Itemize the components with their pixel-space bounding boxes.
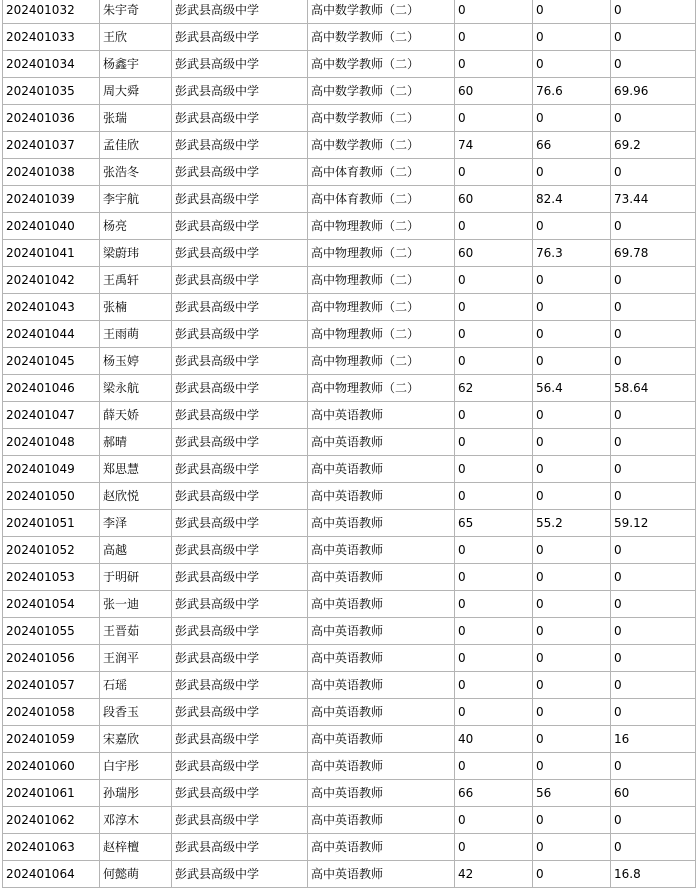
candidate-id-cell: 202401060 — [3, 753, 100, 780]
candidate-id-cell: 202401044 — [3, 321, 100, 348]
table-row — [3, 240, 696, 267]
candidate-id-cell: 202401062 — [3, 807, 100, 834]
school-cell: 彭武县高级中学 — [172, 645, 308, 672]
interview-score-cell: 0 — [533, 753, 611, 780]
candidate-name-cell: 王雨萌 — [100, 321, 172, 348]
written-score-cell: 0 — [455, 834, 533, 861]
total-score-cell: 0 — [611, 591, 696, 618]
interview-score-cell: 0 — [533, 321, 611, 348]
total-score-cell: 0 — [611, 51, 696, 78]
total-score-cell: 59.12 — [611, 510, 696, 537]
position-cell: 高中数学教师（二） — [308, 132, 455, 159]
total-score-cell: 0 — [611, 645, 696, 672]
school-cell: 彭武县高级中学 — [172, 294, 308, 321]
candidate-name-cell: 王润平 — [100, 645, 172, 672]
school-cell: 彭武县高级中学 — [172, 240, 308, 267]
school-cell: 彭武县高级中学 — [172, 483, 308, 510]
candidate-name-cell: 杨鑫宇 — [100, 51, 172, 78]
written-score-cell: 0 — [455, 807, 533, 834]
total-score-cell: 0 — [611, 483, 696, 510]
interview-score-cell: 0 — [533, 51, 611, 78]
candidate-id-cell: 202401034 — [3, 51, 100, 78]
candidate-name-cell: 朱宇奇 — [100, 0, 172, 24]
school-cell: 彭武县高级中学 — [172, 159, 308, 186]
written-score-cell: 0 — [455, 591, 533, 618]
candidate-id-cell: 202401043 — [3, 294, 100, 321]
position-cell: 高中英语教师 — [308, 672, 455, 699]
table-row — [3, 753, 696, 780]
candidate-id-cell: 202401051 — [3, 510, 100, 537]
candidate-name-cell: 高越 — [100, 537, 172, 564]
written-score-cell: 66 — [455, 780, 533, 807]
position-cell: 高中英语教师 — [308, 510, 455, 537]
interview-score-cell: 0 — [533, 861, 611, 888]
total-score-cell: 58.64 — [611, 375, 696, 402]
table-row — [3, 834, 696, 861]
table-row — [3, 861, 696, 888]
total-score-cell: 0 — [611, 807, 696, 834]
written-score-cell: 0 — [455, 402, 533, 429]
written-score-cell: 0 — [455, 0, 533, 24]
position-cell: 高中英语教师 — [308, 564, 455, 591]
position-cell: 高中物理教师（二） — [308, 294, 455, 321]
written-score-cell: 0 — [455, 429, 533, 456]
table-row — [3, 348, 696, 375]
interview-score-cell: 0 — [533, 726, 611, 753]
interview-score-cell: 0 — [533, 294, 611, 321]
interview-score-cell: 0 — [533, 537, 611, 564]
table-row — [3, 510, 696, 537]
candidate-id-cell: 202401045 — [3, 348, 100, 375]
candidate-id-cell: 202401038 — [3, 159, 100, 186]
candidate-name-cell: 杨亮 — [100, 213, 172, 240]
table-row — [3, 483, 696, 510]
written-score-cell: 0 — [455, 645, 533, 672]
school-cell: 彭武县高级中学 — [172, 402, 308, 429]
school-cell: 彭武县高级中学 — [172, 105, 308, 132]
interview-score-cell: 76.3 — [533, 240, 611, 267]
position-cell: 高中英语教师 — [308, 753, 455, 780]
candidate-id-cell: 202401048 — [3, 429, 100, 456]
written-score-cell: 42 — [455, 861, 533, 888]
candidate-id-cell: 202401049 — [3, 456, 100, 483]
interview-score-cell: 0 — [533, 159, 611, 186]
written-score-cell: 0 — [455, 483, 533, 510]
school-cell: 彭武县高级中学 — [172, 753, 308, 780]
candidate-name-cell: 孙瑞彤 — [100, 780, 172, 807]
total-score-cell: 69.2 — [611, 132, 696, 159]
interview-score-cell: 0 — [533, 834, 611, 861]
interview-score-cell: 82.4 — [533, 186, 611, 213]
school-cell: 彭武县高级中学 — [172, 807, 308, 834]
candidate-id-cell: 202401054 — [3, 591, 100, 618]
candidate-id-cell: 202401050 — [3, 483, 100, 510]
school-cell: 彭武县高级中学 — [172, 564, 308, 591]
written-score-cell: 0 — [455, 672, 533, 699]
candidate-id-cell: 202401063 — [3, 834, 100, 861]
table-row — [3, 0, 696, 24]
position-cell: 高中英语教师 — [308, 402, 455, 429]
position-cell: 高中物理教师（二） — [308, 375, 455, 402]
school-cell: 彭武县高级中学 — [172, 186, 308, 213]
candidate-name-cell: 梁永航 — [100, 375, 172, 402]
total-score-cell: 60 — [611, 780, 696, 807]
interview-score-cell: 55.2 — [533, 510, 611, 537]
candidate-name-cell: 张楠 — [100, 294, 172, 321]
interview-score-cell: 0 — [533, 348, 611, 375]
written-score-cell: 0 — [455, 159, 533, 186]
candidate-name-cell: 张瑞 — [100, 105, 172, 132]
candidate-id-cell: 202401064 — [3, 861, 100, 888]
candidate-id-cell: 202401035 — [3, 78, 100, 105]
written-score-cell: 0 — [455, 24, 533, 51]
interview-score-cell: 0 — [533, 24, 611, 51]
school-cell: 彭武县高级中学 — [172, 510, 308, 537]
total-score-cell: 0 — [611, 348, 696, 375]
candidate-id-cell: 202401040 — [3, 213, 100, 240]
candidate-id-cell: 202401041 — [3, 240, 100, 267]
school-cell: 彭武县高级中学 — [172, 456, 308, 483]
total-score-cell: 0 — [611, 618, 696, 645]
candidate-name-cell: 赵欣悦 — [100, 483, 172, 510]
school-cell: 彭武县高级中学 — [172, 132, 308, 159]
table-row — [3, 78, 696, 105]
table-row — [3, 807, 696, 834]
position-cell: 高中英语教师 — [308, 861, 455, 888]
candidate-name-cell: 杨玉婷 — [100, 348, 172, 375]
table-row — [3, 402, 696, 429]
interview-score-cell: 0 — [533, 618, 611, 645]
interview-score-cell: 56.4 — [533, 375, 611, 402]
total-score-cell: 0 — [611, 699, 696, 726]
candidate-name-cell: 于明研 — [100, 564, 172, 591]
interview-score-cell: 56 — [533, 780, 611, 807]
interview-score-cell: 0 — [533, 0, 611, 24]
table-row — [3, 159, 696, 186]
total-score-cell: 0 — [611, 321, 696, 348]
interview-score-cell: 0 — [533, 645, 611, 672]
written-score-cell: 0 — [455, 564, 533, 591]
candidate-name-cell: 段香玉 — [100, 699, 172, 726]
candidate-name-cell: 郑思慧 — [100, 456, 172, 483]
total-score-cell: 0 — [611, 213, 696, 240]
written-score-cell: 0 — [455, 456, 533, 483]
written-score-cell: 0 — [455, 618, 533, 645]
table-row — [3, 618, 696, 645]
position-cell: 高中物理教师（二） — [308, 348, 455, 375]
candidate-id-cell: 202401039 — [3, 186, 100, 213]
written-score-cell: 0 — [455, 321, 533, 348]
candidate-id-cell: 202401037 — [3, 132, 100, 159]
position-cell: 高中英语教师 — [308, 807, 455, 834]
candidate-name-cell: 李泽 — [100, 510, 172, 537]
candidate-id-cell: 202401046 — [3, 375, 100, 402]
written-score-cell: 62 — [455, 375, 533, 402]
table-row — [3, 267, 696, 294]
school-cell: 彭武县高级中学 — [172, 348, 308, 375]
total-score-cell: 0 — [611, 105, 696, 132]
candidate-id-cell: 202401058 — [3, 699, 100, 726]
candidate-id-cell: 202401059 — [3, 726, 100, 753]
interview-score-cell: 0 — [533, 672, 611, 699]
position-cell: 高中数学教师（二） — [308, 0, 455, 24]
position-cell: 高中物理教师（二） — [308, 267, 455, 294]
school-cell: 彭武县高级中学 — [172, 0, 308, 24]
interview-score-cell: 0 — [533, 807, 611, 834]
interview-score-cell: 0 — [533, 213, 611, 240]
candidate-id-cell: 202401055 — [3, 618, 100, 645]
table-row — [3, 321, 696, 348]
written-score-cell: 60 — [455, 78, 533, 105]
candidate-id-cell: 202401047 — [3, 402, 100, 429]
position-cell: 高中英语教师 — [308, 429, 455, 456]
position-cell: 高中英语教师 — [308, 618, 455, 645]
school-cell: 彭武县高级中学 — [172, 24, 308, 51]
candidate-name-cell: 邓淳木 — [100, 807, 172, 834]
position-cell: 高中英语教师 — [308, 591, 455, 618]
score-table-body — [3, 0, 696, 888]
candidate-name-cell: 何懿萌 — [100, 861, 172, 888]
candidate-name-cell: 白宇彤 — [100, 753, 172, 780]
school-cell: 彭武县高级中学 — [172, 51, 308, 78]
position-cell: 高中物理教师（二） — [308, 321, 455, 348]
school-cell: 彭武县高级中学 — [172, 834, 308, 861]
interview-score-cell: 0 — [533, 402, 611, 429]
written-score-cell: 0 — [455, 267, 533, 294]
written-score-cell: 0 — [455, 51, 533, 78]
written-score-cell: 0 — [455, 105, 533, 132]
total-score-cell: 0 — [611, 0, 696, 24]
school-cell: 彭武县高级中学 — [172, 618, 308, 645]
table-row — [3, 537, 696, 564]
school-cell: 彭武县高级中学 — [172, 321, 308, 348]
school-cell: 彭武县高级中学 — [172, 537, 308, 564]
candidate-name-cell: 王欣 — [100, 24, 172, 51]
table-row — [3, 24, 696, 51]
written-score-cell: 60 — [455, 186, 533, 213]
written-score-cell: 0 — [455, 537, 533, 564]
interview-score-cell: 0 — [533, 267, 611, 294]
candidate-id-cell: 202401036 — [3, 105, 100, 132]
table-row — [3, 456, 696, 483]
position-cell: 高中体育教师（二） — [308, 186, 455, 213]
school-cell: 彭武县高级中学 — [172, 672, 308, 699]
candidate-name-cell: 张一迪 — [100, 591, 172, 618]
written-score-cell: 0 — [455, 213, 533, 240]
table-row — [3, 213, 696, 240]
school-cell: 彭武县高级中学 — [172, 780, 308, 807]
table-row — [3, 564, 696, 591]
candidate-id-cell: 202401056 — [3, 645, 100, 672]
candidate-id-cell: 202401042 — [3, 267, 100, 294]
position-cell: 高中数学教师（二） — [308, 78, 455, 105]
school-cell: 彭武县高级中学 — [172, 699, 308, 726]
candidate-name-cell: 赵梓檀 — [100, 834, 172, 861]
table-row — [3, 699, 696, 726]
written-score-cell: 0 — [455, 348, 533, 375]
school-cell: 彭武县高级中学 — [172, 861, 308, 888]
written-score-cell: 40 — [455, 726, 533, 753]
candidate-name-cell: 薛天娇 — [100, 402, 172, 429]
position-cell: 高中英语教师 — [308, 456, 455, 483]
table-row — [3, 132, 696, 159]
interview-score-cell: 0 — [533, 456, 611, 483]
candidate-name-cell: 王晋茹 — [100, 618, 172, 645]
candidate-name-cell: 张浩冬 — [100, 159, 172, 186]
total-score-cell: 0 — [611, 672, 696, 699]
school-cell: 彭武县高级中学 — [172, 78, 308, 105]
position-cell: 高中英语教师 — [308, 780, 455, 807]
school-cell: 彭武县高级中学 — [172, 213, 308, 240]
table-row — [3, 726, 696, 753]
table-row — [3, 429, 696, 456]
written-score-cell: 65 — [455, 510, 533, 537]
position-cell: 高中英语教师 — [308, 699, 455, 726]
candidate-id-cell: 202401032 — [3, 0, 100, 24]
school-cell: 彭武县高级中学 — [172, 591, 308, 618]
position-cell: 高中数学教师（二） — [308, 24, 455, 51]
written-score-cell: 60 — [455, 240, 533, 267]
interview-score-cell: 0 — [533, 699, 611, 726]
interview-score-cell: 0 — [533, 591, 611, 618]
school-cell: 彭武县高级中学 — [172, 375, 308, 402]
school-cell: 彭武县高级中学 — [172, 429, 308, 456]
total-score-cell: 0 — [611, 564, 696, 591]
candidate-id-cell: 202401061 — [3, 780, 100, 807]
candidate-name-cell: 李宇航 — [100, 186, 172, 213]
total-score-cell: 0 — [611, 294, 696, 321]
written-score-cell: 0 — [455, 753, 533, 780]
table-row — [3, 591, 696, 618]
table-row — [3, 780, 696, 807]
candidate-name-cell: 梁蔚玮 — [100, 240, 172, 267]
total-score-cell: 16 — [611, 726, 696, 753]
total-score-cell: 0 — [611, 24, 696, 51]
position-cell: 高中物理教师（二） — [308, 213, 455, 240]
total-score-cell: 16.8 — [611, 861, 696, 888]
written-score-cell: 0 — [455, 294, 533, 321]
total-score-cell: 0 — [611, 429, 696, 456]
total-score-cell: 0 — [611, 267, 696, 294]
candidate-name-cell: 宋嘉欣 — [100, 726, 172, 753]
interview-score-cell: 0 — [533, 105, 611, 132]
position-cell: 高中体育教师（二） — [308, 159, 455, 186]
table-row — [3, 51, 696, 78]
candidate-name-cell: 王禹轩 — [100, 267, 172, 294]
written-score-cell: 74 — [455, 132, 533, 159]
total-score-cell: 69.78 — [611, 240, 696, 267]
table-row — [3, 294, 696, 321]
total-score-cell: 0 — [611, 537, 696, 564]
table-row — [3, 105, 696, 132]
candidate-name-cell: 石瑶 — [100, 672, 172, 699]
candidate-id-cell: 202401033 — [3, 24, 100, 51]
interview-score-cell: 0 — [533, 429, 611, 456]
position-cell: 高中物理教师（二） — [308, 240, 455, 267]
position-cell: 高中数学教师（二） — [308, 105, 455, 132]
total-score-cell: 0 — [611, 402, 696, 429]
candidate-id-cell: 202401053 — [3, 564, 100, 591]
school-cell: 彭武县高级中学 — [172, 726, 308, 753]
position-cell: 高中英语教师 — [308, 483, 455, 510]
position-cell: 高中数学教师（二） — [308, 51, 455, 78]
interview-score-cell: 76.6 — [533, 78, 611, 105]
candidate-id-cell: 202401057 — [3, 672, 100, 699]
position-cell: 高中英语教师 — [308, 834, 455, 861]
table-row — [3, 672, 696, 699]
score-table — [2, 0, 696, 888]
candidate-id-cell: 202401052 — [3, 537, 100, 564]
table-row — [3, 186, 696, 213]
table-row — [3, 645, 696, 672]
position-cell: 高中英语教师 — [308, 537, 455, 564]
position-cell: 高中英语教师 — [308, 726, 455, 753]
total-score-cell: 73.44 — [611, 186, 696, 213]
total-score-cell: 0 — [611, 834, 696, 861]
total-score-cell: 69.96 — [611, 78, 696, 105]
candidate-name-cell: 郝晴 — [100, 429, 172, 456]
interview-score-cell: 0 — [533, 564, 611, 591]
position-cell: 高中英语教师 — [308, 645, 455, 672]
interview-score-cell: 66 — [533, 132, 611, 159]
total-score-cell: 0 — [611, 753, 696, 780]
written-score-cell: 0 — [455, 699, 533, 726]
total-score-cell: 0 — [611, 159, 696, 186]
candidate-name-cell: 孟佳欣 — [100, 132, 172, 159]
total-score-cell: 0 — [611, 456, 696, 483]
interview-score-cell: 0 — [533, 483, 611, 510]
school-cell: 彭武县高级中学 — [172, 267, 308, 294]
candidate-name-cell: 周大舜 — [100, 78, 172, 105]
table-row — [3, 375, 696, 402]
